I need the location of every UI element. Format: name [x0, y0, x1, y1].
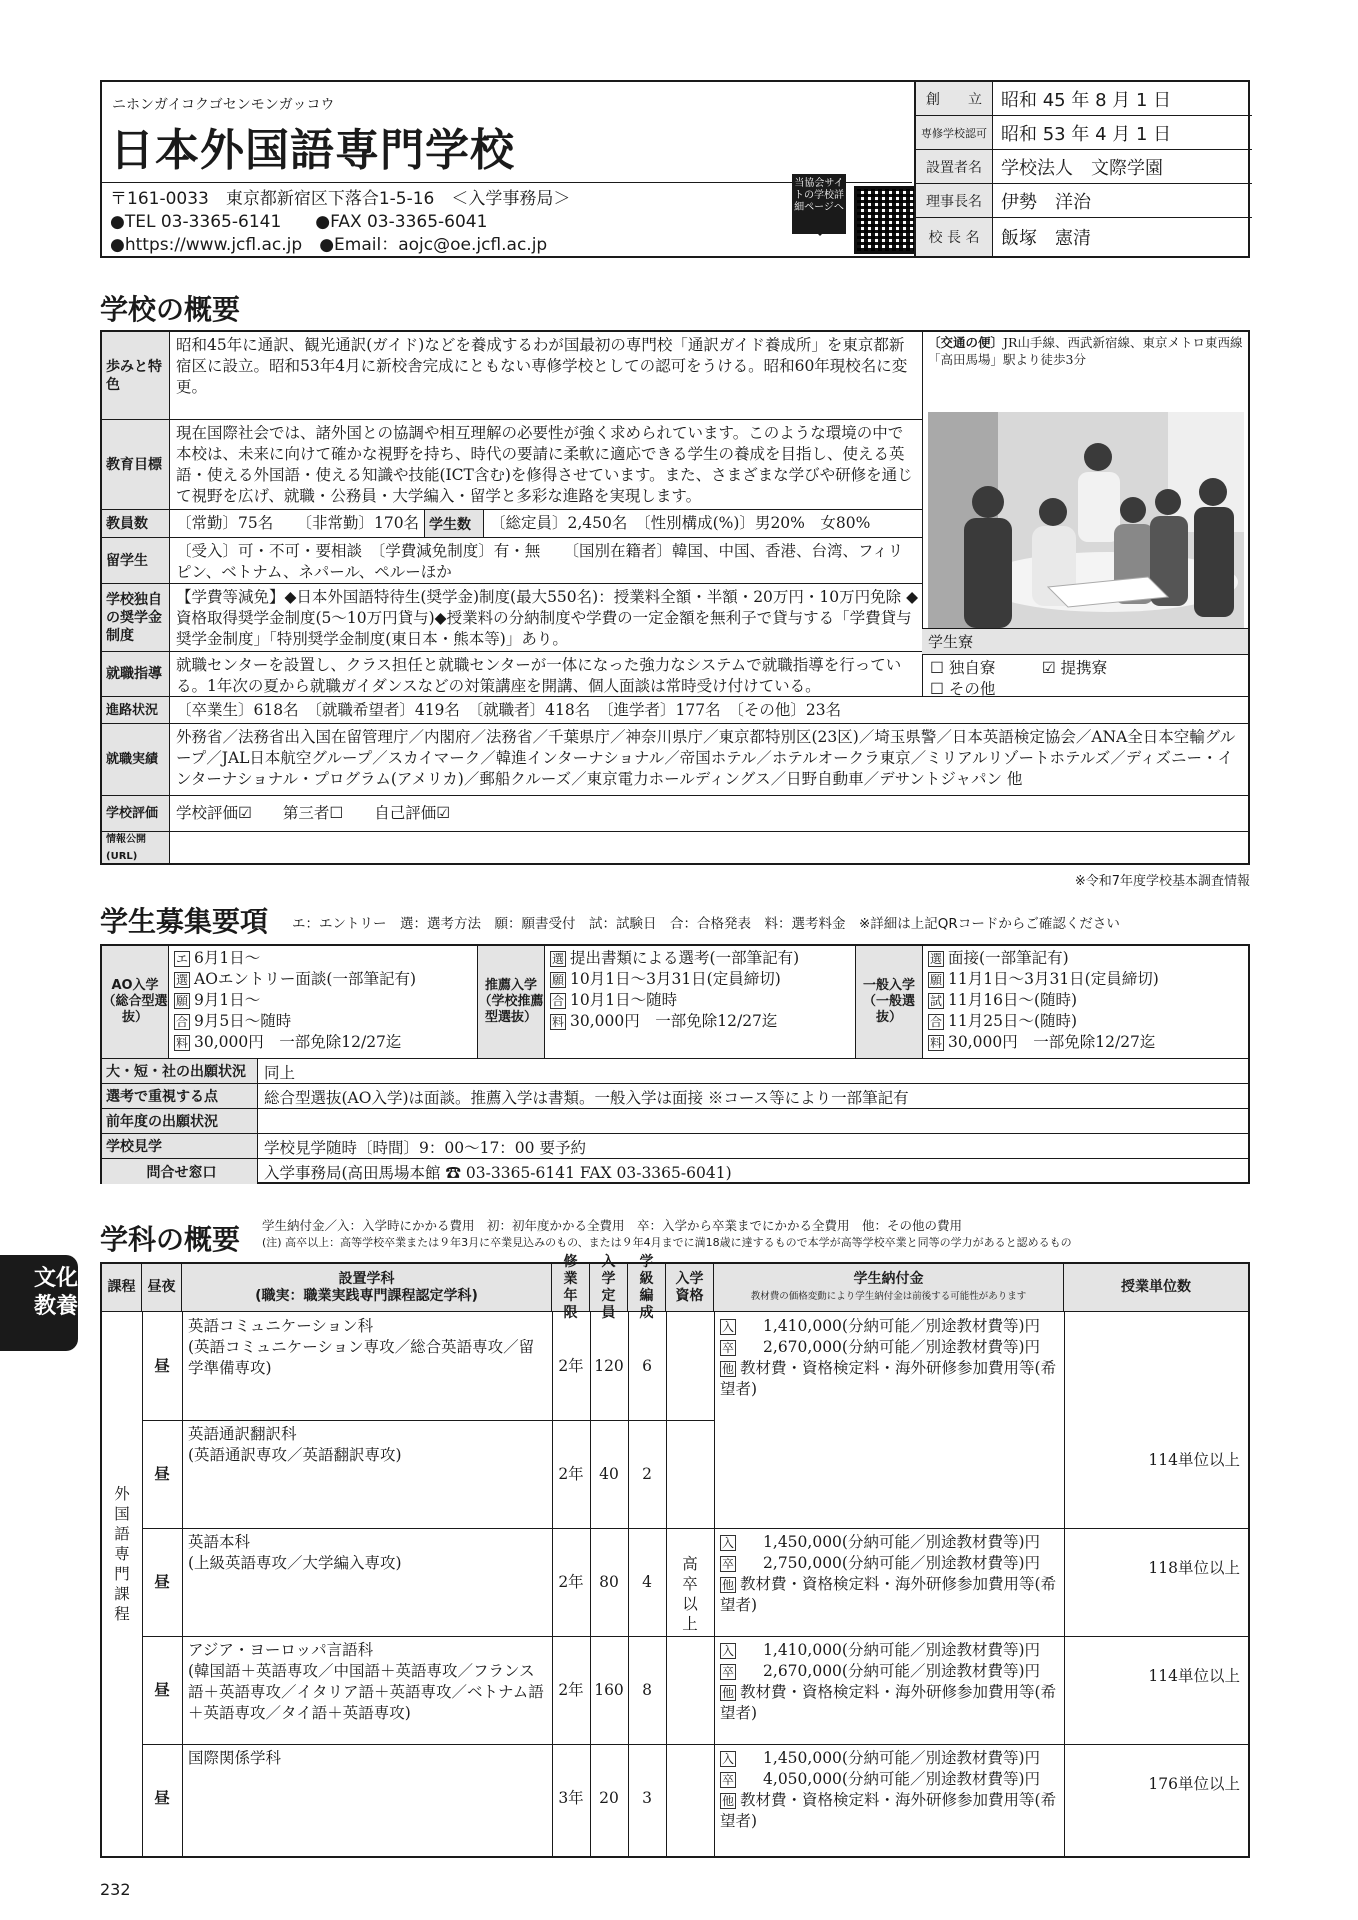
fee-mark: 卒 — [722, 1341, 735, 1355]
mark: 選 — [552, 952, 565, 966]
mark: 料 — [552, 1015, 565, 1029]
row-value: 学校見学随時〔時間〕9：00〜17：00 要予約 — [264, 1139, 586, 1157]
school-kana: ニホンガイコクゴセンモンガッコウ — [112, 97, 335, 113]
fee-nyu: 1,410,000(分納可能／別途教材費等)円 — [763, 1641, 1041, 1659]
fee-nyu: 1,450,000(分納可能／別途教材費等)円 — [763, 1533, 1041, 1551]
row-label: 進路状況 — [102, 697, 170, 723]
teachers-text: 〔常勤〕75名 〔非常勤〕170名 — [176, 514, 420, 532]
row-value: 総合型選抜(AO入学)は面談。推薦入学は書類。一般入学は面接 ※コース等により一部筆記有 — [264, 1089, 909, 1107]
mark: 合 — [552, 994, 565, 1008]
eval-text: 学校評価☑ 第三者☐ 自己評価☑ — [176, 804, 451, 822]
dorm-partner-checkbox: ☑ 提携寮 — [1041, 659, 1108, 677]
dept-name: 英語コミュニケーション科 (英語コミュニケーション専攻／総合英語専攻／留学準備専攻) — [188, 1317, 535, 1377]
general-exam: 11月16日〜(随時) — [948, 991, 1078, 1009]
fee-sotsu: 4,050,000(分納可能／別途教材費等)円 — [763, 1770, 1041, 1788]
dept-years: 3年 — [558, 1789, 584, 1807]
recruit-legend: エ：エントリー 選：選考方法 願：願書受付 試：試験日 合：合格発表 料：選考料金 ※詳細は上記QRコードからご確認ください — [292, 916, 1120, 932]
row-label: 前年度の出願状況 — [102, 1109, 258, 1133]
overview-scholarship-row — [102, 584, 922, 652]
recruit-row — [102, 1084, 1248, 1109]
mark: 合 — [930, 1015, 943, 1029]
info-key: 設置者名 — [916, 150, 993, 183]
fee-mark: 他 — [722, 1686, 735, 1700]
school-name: 日本外国語専門学校 — [110, 125, 515, 176]
header-course: 課程 — [102, 1264, 142, 1312]
dorm-label: 学生寮 — [922, 629, 1248, 655]
email-link[interactable]: ●Email：aojc@oe.jcfl.ac.jp — [319, 235, 548, 255]
info-value: 学校法人 文際学園 — [1001, 157, 1163, 179]
fee-block — [720, 1316, 1060, 1400]
header-fees-label: 学生納付金 — [853, 1270, 924, 1287]
ao-label: AO入学（総合型選抜） — [102, 946, 169, 1058]
ao-fee: 30,000円 一部免除12/27迄 — [194, 1033, 402, 1051]
dept-classes: 2 — [642, 1465, 652, 1483]
row-label: 教育目標 — [102, 420, 170, 509]
recruit-title: 学生募集要項 — [100, 905, 269, 938]
row-label: 問合せ窓口 — [102, 1159, 258, 1184]
mark: 願 — [176, 994, 189, 1008]
contact-block — [110, 188, 570, 257]
dept-title: 学科の概要 — [100, 1223, 241, 1256]
dept-name: 国際関係学科 — [188, 1749, 282, 1767]
info-key: 創 立 — [916, 82, 993, 115]
recruit-row — [102, 1134, 1248, 1159]
row-label: 教員数 — [102, 510, 170, 537]
header-dept: 設置学科 (職実：職業実践専門課程認定学科) — [182, 1264, 552, 1312]
header-capacity: 入学定員 — [590, 1264, 628, 1312]
fee-note: 教材費の価格変動により学生納付金は前後する可能性があります — [750, 1290, 1027, 1302]
fee-mark: 卒 — [722, 1557, 735, 1571]
overview-intl-row — [102, 538, 922, 584]
row-label: 歩みと特色 — [102, 332, 170, 419]
fee-mark: 入 — [722, 1644, 735, 1658]
ao-application: 9月1日〜 — [194, 991, 261, 1009]
ao-admission — [102, 946, 478, 1059]
info-value: 昭和 53 年 4 月 1 日 — [1001, 123, 1172, 145]
fee-ta: 教材費・資格検定料・海外研修参加費用等(希望者) — [720, 1359, 1057, 1398]
mark: 願 — [930, 973, 943, 987]
overview-career-row — [102, 652, 922, 696]
ao-result: 9月5日〜随時 — [194, 1012, 292, 1030]
intl-text: 〔受入〕可・不可・要相談 〔学費減免制度〕有・無 〔国別在籍者〕韓国、中国、香港、台湾、フィリピン、ベトナム、ネパール、ペルーほか — [176, 542, 904, 581]
overview-url-row — [102, 832, 1248, 863]
dept-time: 昼 — [154, 1465, 170, 1483]
students-text: 〔総定員〕2,450名 〔性別構成(%)〕男20% 女80% — [490, 514, 871, 532]
fee-mark: 入 — [722, 1752, 735, 1766]
mark: 願 — [552, 973, 565, 987]
info-value: 飯塚 憲清 — [1001, 228, 1091, 249]
general-fee: 30,000円 一部免除12/27迄 — [948, 1033, 1156, 1051]
dept-capacity: 40 — [599, 1465, 619, 1483]
page-number: 232 — [100, 1880, 131, 1899]
fax: ●FAX 03-3365-6041 — [315, 212, 488, 232]
row-label: 就職実績 — [102, 724, 170, 795]
dept-capacity: 80 — [599, 1573, 619, 1591]
fee-sotsu: 2,750,000(分納可能／別途教材費等)円 — [763, 1554, 1041, 1572]
fee-block — [720, 1748, 1060, 1832]
ao-entry: 6月1日〜 — [194, 949, 261, 967]
dept-units: 114単位以上 — [1148, 1667, 1240, 1685]
overview-goal-row — [102, 420, 922, 510]
row-label: 選考で重視する点 — [102, 1084, 258, 1108]
dept-name: 英語本科 (上級英語専攻／大学編入専攻) — [188, 1533, 402, 1572]
general-admission — [856, 946, 1248, 1059]
fee-mark: 入 — [722, 1536, 735, 1550]
general-label: 一般入学（一般選抜） — [856, 946, 923, 1058]
fee-ta: 教材費・資格検定料・海外研修参加費用等(希望者) — [720, 1791, 1057, 1830]
fee-mark: 入 — [722, 1320, 735, 1334]
recruit-table — [100, 944, 1250, 1184]
info-key: 校 長 名 — [916, 218, 993, 256]
header-time: 昼夜 — [142, 1264, 182, 1312]
overview-staff-row — [102, 510, 922, 538]
school-header — [100, 80, 1250, 258]
fee-mark: 卒 — [722, 1665, 735, 1679]
course-name: 外国語専門課程 — [114, 1485, 130, 1623]
recruit-row — [102, 1109, 1248, 1134]
info-key: 理事長名 — [916, 184, 993, 217]
row-label: 留学生 — [102, 538, 170, 583]
category-tab[interactable]: 文化教養 — [0, 1255, 78, 1351]
recommend-application: 10月1日〜3月31日(定員締切) — [570, 970, 781, 988]
school-info-table — [914, 82, 1252, 256]
address: 〒161-0033 東京都新宿区下落合1-5-16 ＜入学事務局＞ — [110, 189, 571, 209]
dept-units: 118単位以上 — [1148, 1559, 1240, 1577]
recommend-admission — [478, 946, 856, 1059]
dept-name: アジア・ヨーロッパ言語科 (韓国語＋英語専攻／中国語＋英語専攻／フランス語＋英語専攻／イタリア語＋英語専攻／ベトナム語＋英語専攻／タイ語＋英語専攻) — [188, 1641, 544, 1722]
dept-classes: 8 — [642, 1681, 652, 1699]
row-label: 就職指導 — [102, 652, 170, 696]
dorm-other-checkbox: ☐ その他 — [930, 680, 996, 698]
dept-classes: 3 — [642, 1789, 652, 1807]
dept-time: 昼 — [154, 1681, 170, 1699]
mark: 合 — [176, 1015, 189, 1029]
row-label: 学校評価 — [102, 796, 170, 831]
entry-qualification: 高卒以上 — [682, 1555, 698, 1633]
tel: ●TEL 03-3365-6141 — [110, 212, 282, 232]
dept-note: (注) 高卒以上：高等学校卒業または９年3月に卒業見込みのもの、または９年4月までに満18歳に達するもので本学が高等学校卒業と同等の学力があると認めるもの — [262, 1236, 1072, 1249]
qr-badge: 当協会サイトの学校詳細ページへ — [792, 174, 846, 234]
mark: 試 — [930, 994, 943, 1008]
header-years: 修業年限 — [552, 1264, 590, 1312]
dept-units: 176単位以上 — [1148, 1775, 1240, 1793]
goal-text: 現在国際社会では、諸外国との協調や相互理解の必要性が強く求められています。このような環境の中で本校は、未来に向けて確かな視野を持ち、時代の要請に柔軟に適応できる学生の養成を目指し、使える英語・使える外国語・使える知識や技能(ICT含む)を修得させています。また、さまざまな学びや研修を通じて視野を広げ、就職・公務員・大学編入・留学と多彩な進路を実現します。 — [176, 424, 913, 505]
mark: 選 — [176, 973, 189, 987]
fee-mark: 他 — [722, 1578, 735, 1592]
scholarship-text: 【学費等減免】◆日本外国語特待生(奨学金)制度(最大550名)：授業料全額・半額・20万円・10万円免除 ◆資格取得奨学金制度(5〜10万円貸与)◆授業料の分納制度や学費の一定金額を無利子で貸与する「学費貸与奨学金制度」「特別奨学金制度(東日本・熊本等)」あり。 — [176, 588, 918, 648]
fee-sotsu: 2,670,000(分納可能／別途教材費等)円 — [763, 1662, 1041, 1680]
ao-method: AOエントリー面談(一部筆記有) — [194, 970, 417, 988]
header-qualification: 入学資格 — [666, 1264, 714, 1312]
dept-units: 114単位以上 — [1148, 1451, 1240, 1469]
recruit-row — [102, 1159, 1248, 1184]
row-label: 学生数 — [424, 510, 484, 537]
access-label: 〔交通の便〕 — [928, 335, 1004, 350]
access-info — [928, 334, 1244, 368]
dept-capacity: 20 — [599, 1789, 619, 1807]
overview-jobs-row — [102, 724, 1248, 796]
fee-block — [720, 1640, 1060, 1724]
row-value: 入学事務局(高田馬場本館 ☎ 03-3365-6141 FAX 03-3365-6041) — [264, 1164, 732, 1182]
dept-years: 2年 — [558, 1357, 584, 1375]
fee-ta: 教材費・資格検定料・海外研修参加費用等(希望者) — [720, 1683, 1057, 1722]
fee-nyu: 1,450,000(分納可能／別途教材費等)円 — [763, 1749, 1041, 1767]
fee-nyu: 1,410,000(分納可能／別途教材費等)円 — [763, 1317, 1041, 1335]
general-application: 11月1日〜3月31日(定員締切) — [948, 970, 1159, 988]
fee-mark: 他 — [722, 1362, 735, 1376]
dept-name: 英語通訳翻訳科 (英語通訳専攻／英語翻訳専攻) — [188, 1425, 402, 1464]
row-label: 学校独自の奨学金制度 — [102, 584, 170, 651]
info-value: 昭和 45 年 8 月 1 日 — [1001, 89, 1172, 111]
row-label: 学校見学 — [102, 1134, 258, 1158]
dept-years: 2年 — [558, 1681, 584, 1699]
career-text: 就職センターを設置し、クラス担任と就職センターが一体になった強力なシステムで就職指導を行っている。1年次の夏から就職ガイダンスなどの対策講座を開講、個人面談は常時受け付けている。 — [176, 656, 902, 695]
fee-block — [720, 1532, 1060, 1616]
fee-sotsu: 2,670,000(分納可能／別途教材費等)円 — [763, 1338, 1041, 1356]
row-label: 情報公開(URL) — [102, 832, 170, 863]
mark: 選 — [930, 952, 943, 966]
mark: 料 — [176, 1036, 189, 1050]
dept-classes: 4 — [642, 1573, 652, 1591]
overview-history-row — [102, 332, 922, 420]
website-link[interactable]: ●https://www.jcfl.ac.jp — [110, 235, 303, 255]
fee-mark: 卒 — [722, 1773, 735, 1787]
info-value: 伊勢 洋治 — [1001, 191, 1091, 213]
recommend-method: 提出書類による選考(一部筆記有) — [570, 949, 800, 967]
dept-years: 2年 — [558, 1573, 584, 1591]
history-text: 昭和45年に通訳、観光通訳(ガイド)などを養成するわが国最初の専門校「通訳ガイド養成所」を東京都新宿区に設立。昭和53年4月に新校舎完成にともない専修学校としての認可をうける。昭和60年現校名に変更。 — [176, 336, 908, 396]
dept-time: 昼 — [154, 1357, 170, 1375]
dept-time: 昼 — [154, 1789, 170, 1807]
recommend-fee: 30,000円 一部免除12/27迄 — [570, 1012, 778, 1030]
dept-table — [100, 1253, 1250, 1858]
access-text: JR山手線、西武新宿線、東京メトロ東西線「高田馬場」駅より徒歩3分 — [928, 335, 1243, 367]
recommend-result: 10月1日〜随時 — [570, 991, 678, 1009]
general-result: 11月25日〜(随時) — [948, 1012, 1078, 1030]
dept-time: 昼 — [154, 1573, 170, 1591]
info-key: 専修学校認可 — [916, 116, 993, 149]
recruit-row — [102, 1059, 1248, 1084]
general-method: 面接(一部筆記有) — [948, 949, 1069, 967]
dept-classes: 6 — [642, 1357, 652, 1375]
overview-title: 学校の概要 — [100, 293, 241, 326]
jobs-text: 外務省／法務省出入国在留管理庁／内閣府／法務省／千葉県庁／神奈川県庁／東京都特別区(23区)／埼玉県警／日本英語検定協会／ANA全日本空輸グループ／JAL日本航空グループ／スカイマーク／韓進インターナショナル／帝国ホテル／ホテルオークラ東京／ミリアルリゾートホテルズ／ディズニー・インターナショナル・プログラム(アメリカ)／郵船クルーズ／東京電力ホールディングス／日野自動車／デサントジャパン 他 — [176, 728, 1236, 788]
survey-note: ※令和7年度学校基本調査情報 — [1074, 874, 1250, 889]
dept-capacity: 160 — [594, 1681, 624, 1699]
mark: エ — [176, 952, 189, 966]
header-classes: 学級編成 — [628, 1264, 666, 1312]
dept-capacity: 120 — [594, 1357, 624, 1375]
fee-ta: 教材費・資格検定料・海外研修参加費用等(希望者) — [720, 1575, 1057, 1614]
path-text: 〔卒業生〕618名 〔就職希望者〕419名 〔就職者〕418名 〔進学者〕177名 〔その他〕23名 — [176, 701, 842, 719]
overview-table — [100, 330, 1250, 865]
dorm-own-checkbox: ☐ 独自寮 — [930, 659, 996, 677]
row-label: 大・短・社の出願状況 — [102, 1059, 258, 1083]
fee-mark: 他 — [722, 1794, 735, 1808]
header-units: 授業単位数 — [1064, 1264, 1248, 1312]
qr-code[interactable] — [854, 186, 922, 254]
dept-legend: 学生納付金／入：入学時にかかる費用 初：初年度かかる全費用 卒：入学から卒業までにかかる全費用 他：その他の費用 — [262, 1218, 963, 1233]
row-value: 同上 — [264, 1064, 296, 1082]
mark: 料 — [930, 1036, 943, 1050]
dept-years: 2年 — [558, 1465, 584, 1483]
students-photo — [928, 412, 1244, 628]
overview-path-row — [102, 696, 1248, 724]
overview-eval-row — [102, 796, 1248, 832]
recommend-label: 推薦入学（学校推薦型選抜） — [478, 946, 545, 1058]
header-fees — [714, 1264, 1064, 1312]
